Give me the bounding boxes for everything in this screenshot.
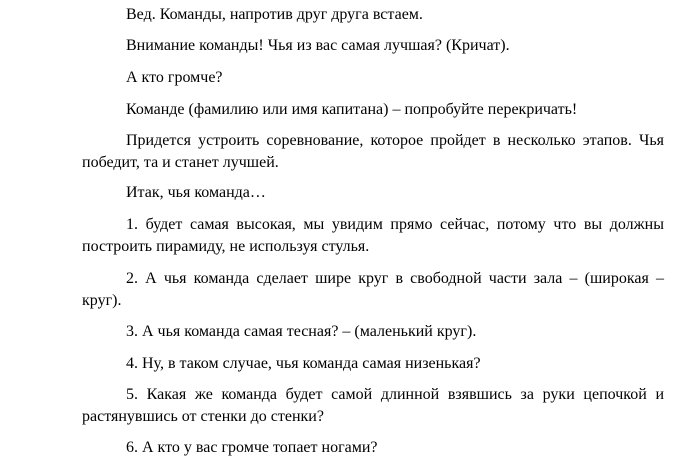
paragraph-attention: Внимание команды! Чья из вас самая лучшая? (Кричат). <box>126 37 510 54</box>
paragraph-so-which-team: Итак, чья команда… <box>126 184 266 201</box>
paragraph-item-2: 2. А чья команда сделает шире круг в свободной части зала – (широкая – круг). <box>82 270 664 309</box>
paragraph-item-1: 1. будет самая высокая, мы увидим прямо сейчас, потому что вы должны построить пирамиду, не используя стулья. <box>82 216 664 255</box>
paragraph-item-5: 5. Какая же команда будет самой длинной взявшись за руки цепочкой и растянувшись от стенки до стенки? <box>82 386 664 425</box>
paragraph-competition: Придется устроить соревнование, которое пройдет в несколько этапов. Чья победит, та и станет лучшей. <box>82 132 664 171</box>
paragraph-item-3: 3. А чья команда самая тесная? – (маленький круг). <box>126 323 477 340</box>
paragraph-item-4: 4. Ну, в таком случае, чья команда самая низенькая? <box>126 355 481 372</box>
paragraph-intro: Вед. Команды, напротив друг друга встаем. <box>126 6 423 23</box>
paragraph-outshout: Команде (фамилию или имя капитана) – попробуйте перекричать! <box>126 101 578 118</box>
paragraph-item-6: 6. А кто у вас громче топает ногами? <box>126 439 378 456</box>
paragraph-who-louder: А кто громче? <box>126 69 223 86</box>
